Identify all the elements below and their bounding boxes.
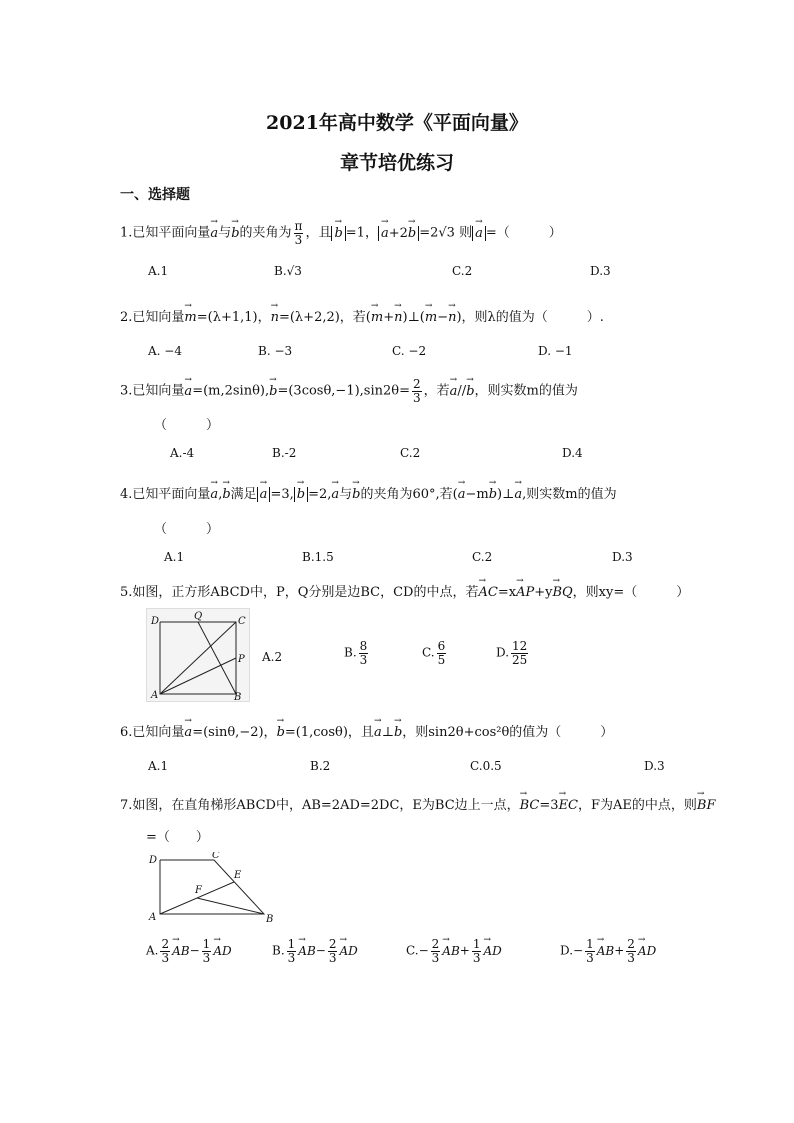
fig7-label-f: F xyxy=(195,885,202,896)
q7-option-d[interactable]: D.− $\frac{1}{3}$ → AB+ $\frac{2}{3}$ → AD xyxy=(560,938,656,964)
q5-option-d[interactable]: D. $\frac{12}{25}$ xyxy=(496,639,528,667)
q4-answer-blank: （ ） xyxy=(154,522,220,537)
q1-option-c[interactable]: C.2 xyxy=(452,264,473,278)
trapezoid-abcd-figure xyxy=(146,852,282,926)
section-heading: 一、选择题 xyxy=(120,187,190,203)
q7-answer-blank: =（ ） xyxy=(146,830,209,845)
q5-option-b[interactable]: B. $\frac{8}{3}$ xyxy=(344,639,368,667)
q4-option-d[interactable]: D.3 xyxy=(612,550,633,564)
q2-option-a[interactable]: A. −4 xyxy=(148,344,182,358)
question-7: 7.如图，在直角梯形ABCD中，AB=2AD=2DC，E为BC边上一点，→ BC=3→ EC，F为AE的中点，则→ BF xyxy=(120,794,715,813)
fig5-label-p: P xyxy=(238,654,245,665)
question-2: 2.已知向量→ m=(λ+1,1)，→ n=(λ+2,2)，若(→ m+→ n)⊥(→ m−→ n)，则λ的值为（ ）. xyxy=(120,306,604,325)
question-4: 4.已知平面向量→ a,→ b满足→ a =3,→ b =2,→ a与→ b的夹角为60°,若(→ a−m→ b)⊥→ a,则实数m的值为 xyxy=(120,483,617,502)
q3-option-c[interactable]: C.2 xyxy=(400,446,421,460)
q4-option-c[interactable]: C.2 xyxy=(472,550,493,564)
q6-option-a[interactable]: A.1 xyxy=(148,759,169,773)
question-5: 5.如图，正方形ABCD中，P，Q分别是边BC，CD的中点，若→ AC=x→ AP+y→ BQ，则xy=（ ） xyxy=(120,581,689,600)
q7-option-c[interactable]: C.− $\frac{2}{3}$ → AB+ $\frac{1}{3}$ → AD xyxy=(406,938,502,964)
fig7-label-c: C xyxy=(212,852,220,861)
square-abcd-figure xyxy=(146,608,250,702)
q5-option-a[interactable]: A.2 xyxy=(262,650,283,664)
fig5-label-c: C xyxy=(238,616,246,627)
q6-option-c[interactable]: C.0.5 xyxy=(470,759,502,773)
fig7-label-b: B xyxy=(266,914,274,925)
q4-option-b[interactable]: B.1.5 xyxy=(302,550,334,564)
q4-option-a[interactable]: A.1 xyxy=(164,550,185,564)
fig7-label-e: E xyxy=(234,870,242,881)
q2-option-d[interactable]: D. −1 xyxy=(538,344,573,358)
fig7-label-d: D xyxy=(149,855,158,866)
q1-option-a[interactable]: A.1 xyxy=(148,264,169,278)
q3-option-d[interactable]: D.4 xyxy=(562,446,583,460)
q3-option-a[interactable]: A.-4 xyxy=(170,446,195,460)
question-3: 3.已知向量→ a=(m,2sinθ),→ b=(3cosθ,−1),sin2θ= $\frac{2}{3}$ ，若→ a//→ b，则实数m的值为 xyxy=(120,378,578,404)
q6-option-b[interactable]: B.2 xyxy=(310,759,331,773)
page-subtitle: 章节培优练习 xyxy=(339,152,454,174)
q3-answer-blank: （ ） xyxy=(154,418,220,433)
question-1: 1.已知平面向量→ a与→ b的夹角为 $\frac{\pi}{3}$ ，且→ b =1，→ a+2→ b =2√3 则→ a =（ ） xyxy=(120,220,562,246)
fig5-label-q: Q xyxy=(194,611,203,622)
page-title: 2021年高中数学《平面向量》 xyxy=(266,112,528,134)
fig5-label-b: B xyxy=(234,692,242,702)
fig5-label-a: A xyxy=(151,690,159,701)
question-6: 6.已知向量→ a=(sinθ,−2)，→ b=(1,cosθ)，且→ a⊥→ b，则sin2θ+cos²θ的值为（ ） xyxy=(120,721,613,740)
q2-option-b[interactable]: B. −3 xyxy=(258,344,293,358)
q7-option-b[interactable]: B. $\frac{1}{3}$ → AB− $\frac{2}{3}$ → AD xyxy=(272,938,358,964)
fig7-label-a: A xyxy=(149,912,157,923)
q6-option-d[interactable]: D.3 xyxy=(644,759,665,773)
fig5-label-d: D xyxy=(151,616,160,627)
q5-option-c[interactable]: C. $\frac{6}{5}$ xyxy=(422,639,446,667)
q1-option-d[interactable]: D.3 xyxy=(590,264,611,278)
q7-option-a[interactable]: A. $\frac{2}{3}$ → AB− $\frac{1}{3}$ → AD xyxy=(146,938,232,964)
q2-option-c[interactable]: C. −2 xyxy=(392,344,427,358)
q1-option-b[interactable]: B.√3 xyxy=(274,264,302,278)
q3-option-b[interactable]: B.-2 xyxy=(272,446,297,460)
